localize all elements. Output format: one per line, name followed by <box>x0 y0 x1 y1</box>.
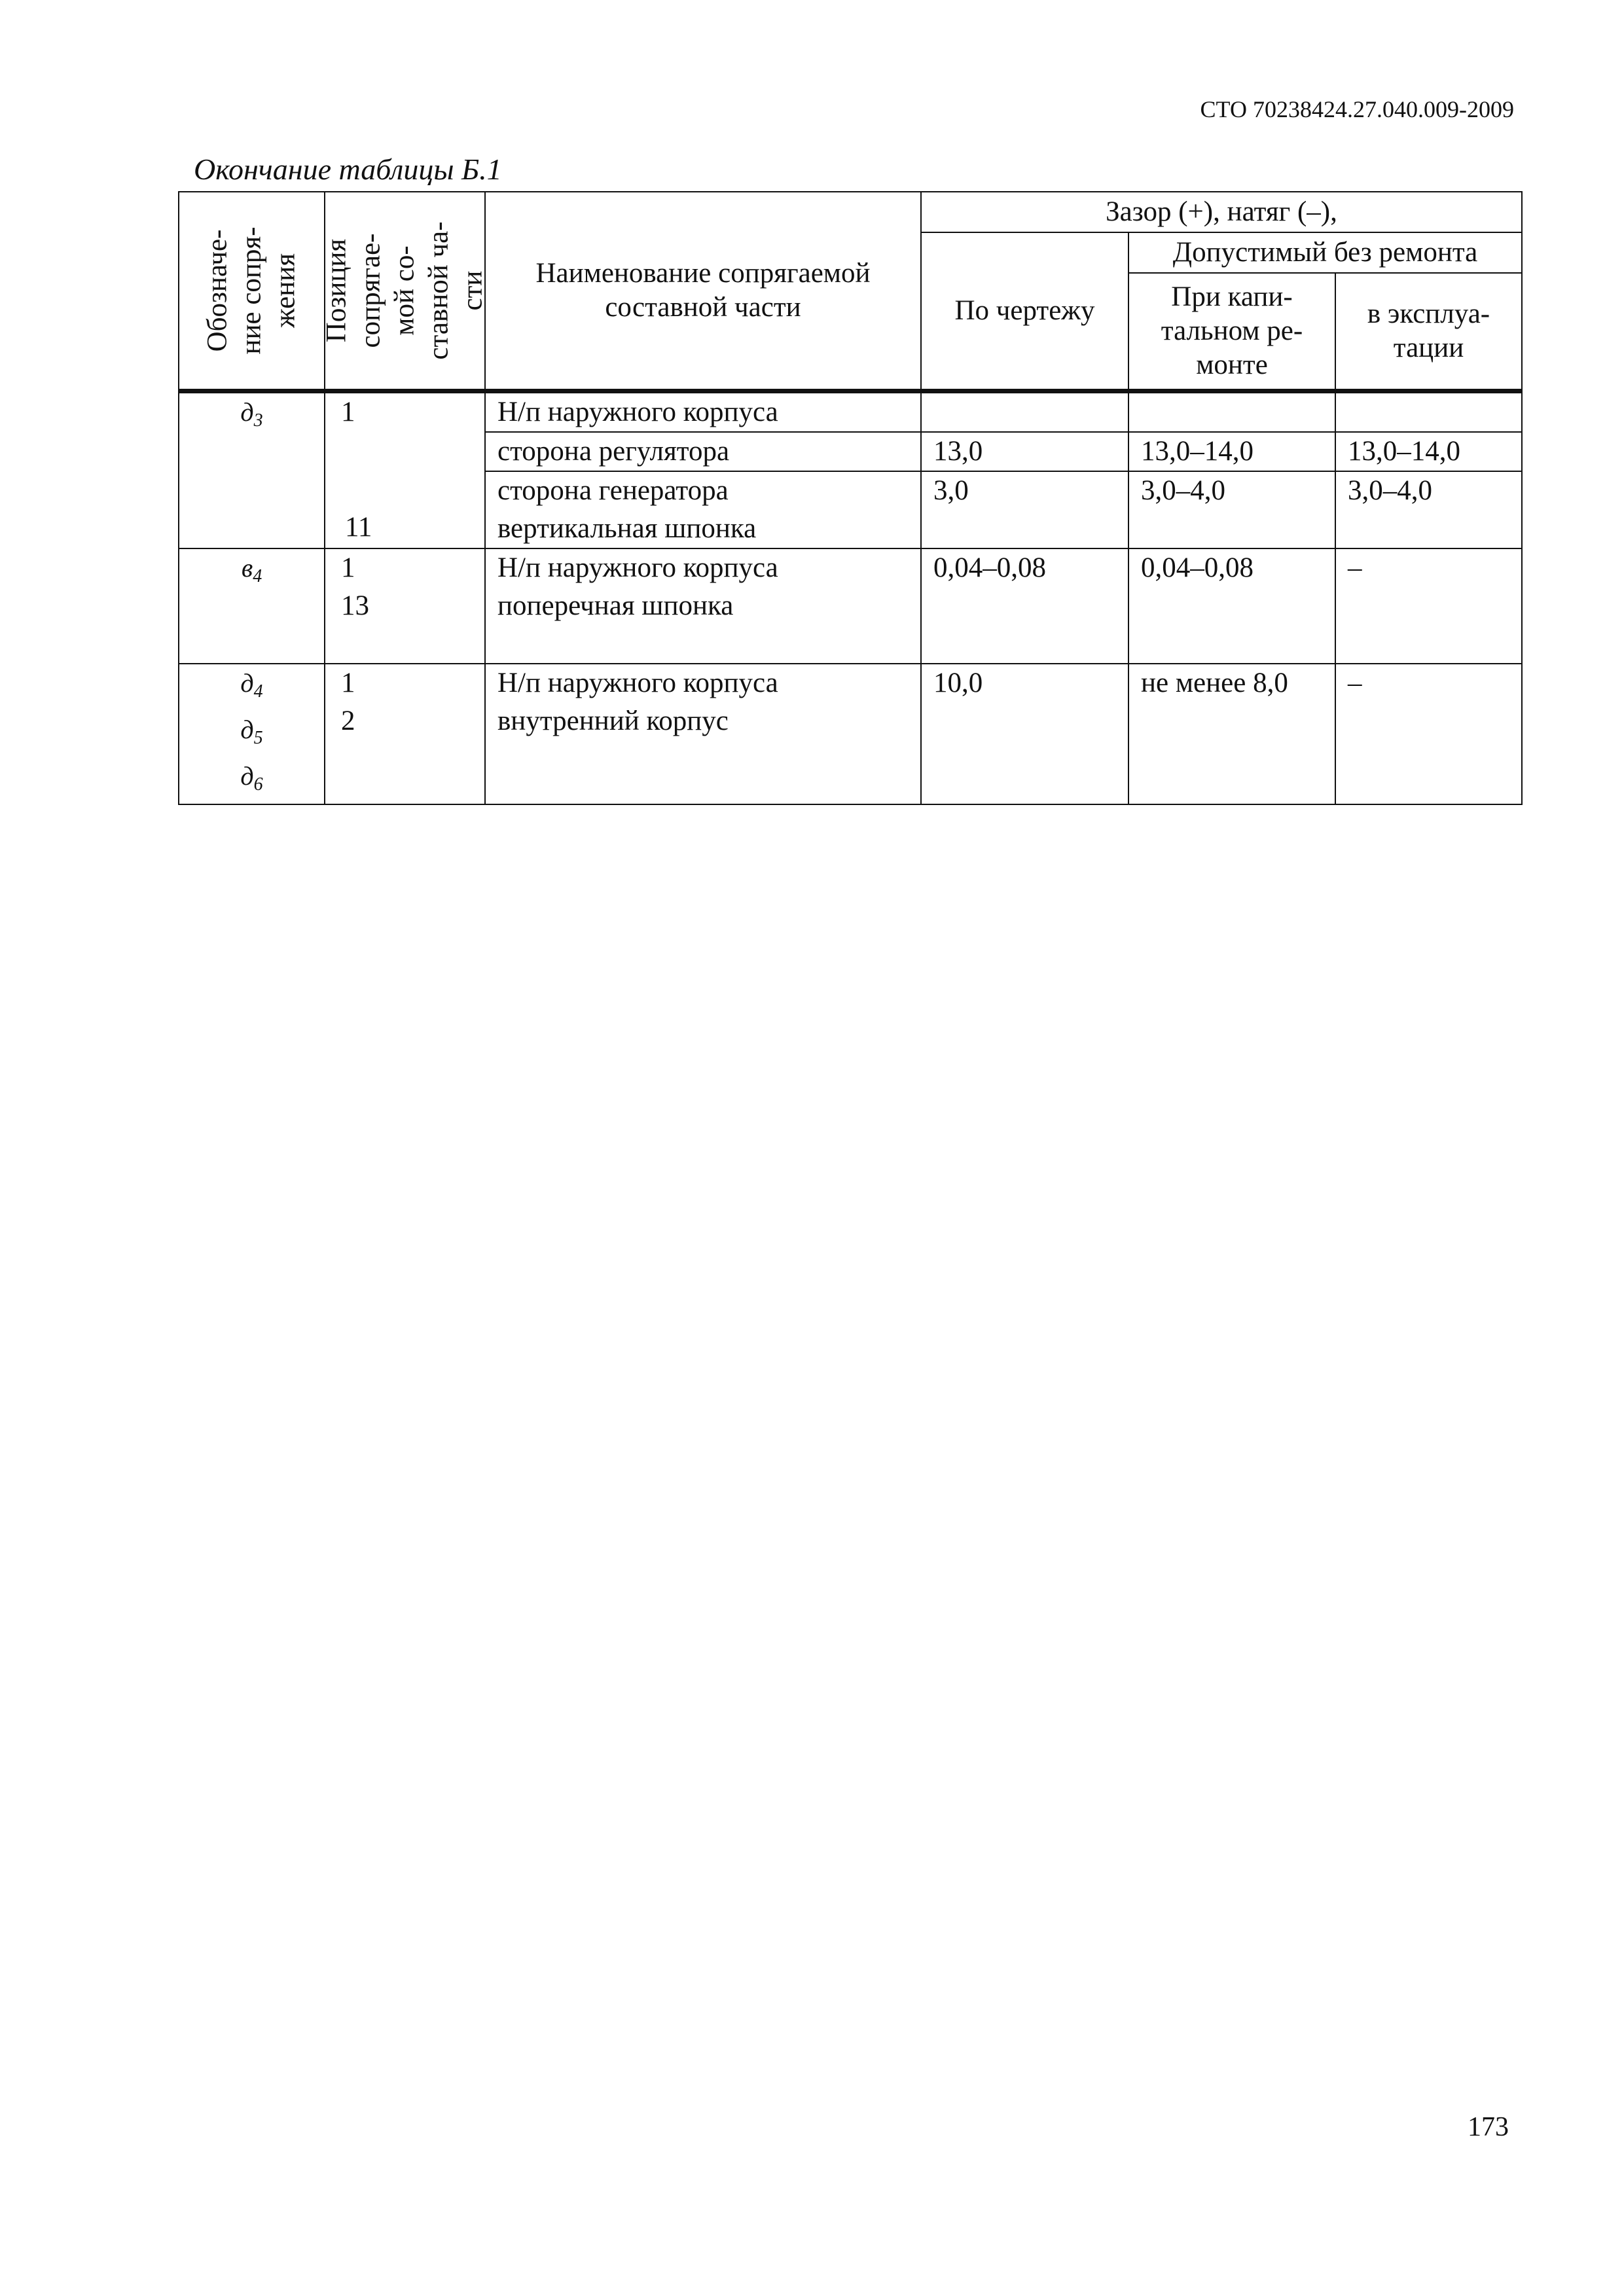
mate-subscript: 5 <box>253 727 263 748</box>
table-row <box>179 391 1522 432</box>
mate-subscript: 6 <box>253 774 263 795</box>
document-code: СТО 70238424.27.040.009-2009 <box>1200 96 1514 122</box>
table-caption: Окончание таблицы Б.1 <box>194 152 502 186</box>
part-name-cell <box>485 471 921 548</box>
mate-designation: $в_4$ <box>241 552 262 586</box>
value-capital-repair: 3,0–4,0 <box>1128 471 1335 548</box>
part-position: 11 <box>345 511 372 543</box>
part-position: 1 <box>341 552 355 583</box>
value-by-drawing <box>921 391 1128 432</box>
part-name: Н/п наружного корпуса <box>485 391 921 432</box>
value-by-drawing: 0,04–0,08 <box>921 548 1128 664</box>
part-position-cell <box>325 664 485 804</box>
mate-designation: $д_4$ <box>240 668 263 702</box>
part-name: Н/п наружного корпуса <box>497 552 778 583</box>
mate-designation: $д_5$ <box>240 714 263 748</box>
value-by-drawing: 10,0 <box>921 664 1128 804</box>
position-cell <box>325 391 485 548</box>
mate-designation: $д_6$ <box>240 761 263 795</box>
value-operation: 3,0–4,0 <box>1335 471 1522 548</box>
value-by-drawing: 3,0 <box>921 471 1128 548</box>
mate-subscript: 3 <box>253 410 263 431</box>
mate-designation-cell <box>179 664 325 804</box>
part-position-cell <box>325 548 485 664</box>
value-capital-repair: не менее 8,0 <box>1128 664 1335 804</box>
header-capital-repair: При капи- тальном ре- монте <box>1128 273 1335 391</box>
value-operation: – <box>1335 548 1522 664</box>
value-by-drawing: 13,0 <box>921 432 1128 471</box>
clearance-table <box>178 191 1523 805</box>
value-operation: 13,0–14,0 <box>1335 432 1522 471</box>
page-number: 173 <box>1468 2112 1509 2142</box>
header-by-drawing: По чертежу <box>921 232 1128 391</box>
value-capital-repair: 13,0–14,0 <box>1128 432 1335 471</box>
mate-designation: $д_3$ <box>240 397 263 431</box>
table-row <box>179 548 1522 664</box>
part-position: 1 <box>341 667 355 698</box>
part-name: сторона регулятора <box>485 432 921 471</box>
mate-designation-cell <box>179 391 325 548</box>
part-name-cell <box>485 548 921 664</box>
value-operation: – <box>1335 664 1522 804</box>
mate-designation-cell <box>179 548 325 664</box>
part-name: вертикальная шпонка <box>497 512 757 544</box>
value-capital-repair <box>1128 391 1335 432</box>
part-name: поперечная шпонка <box>497 590 734 621</box>
value-capital-repair: 0,04–0,08 <box>1128 548 1335 664</box>
part-name: внутренний корпус <box>497 705 729 736</box>
part-name: Н/п наружного корпуса <box>497 667 778 698</box>
header-allowed-without-repair: Допустимый без ремонта <box>1128 232 1522 273</box>
header-operation: в эксплуа- тации <box>1335 273 1522 391</box>
part-position: 13 <box>341 590 369 621</box>
header-mate-designation: Обозначе- ние сопря- жения <box>179 192 325 391</box>
header-part-position: Позиция сопрягае- мой со- ставной ча- сти <box>325 192 485 391</box>
part-position: 2 <box>341 705 355 736</box>
mate-subscript: 4 <box>253 565 262 586</box>
header-clearance-group: Зазор (+), натяг (–), <box>921 192 1522 232</box>
header-part-name: Наименование сопрягаемой составной части <box>485 192 921 391</box>
value-operation <box>1335 391 1522 432</box>
part-name: сторона генератора <box>497 475 729 506</box>
table-row <box>179 664 1522 804</box>
part-name-cell <box>485 664 921 804</box>
mate-subscript: 4 <box>253 681 263 702</box>
part-position: 1 <box>341 396 355 427</box>
